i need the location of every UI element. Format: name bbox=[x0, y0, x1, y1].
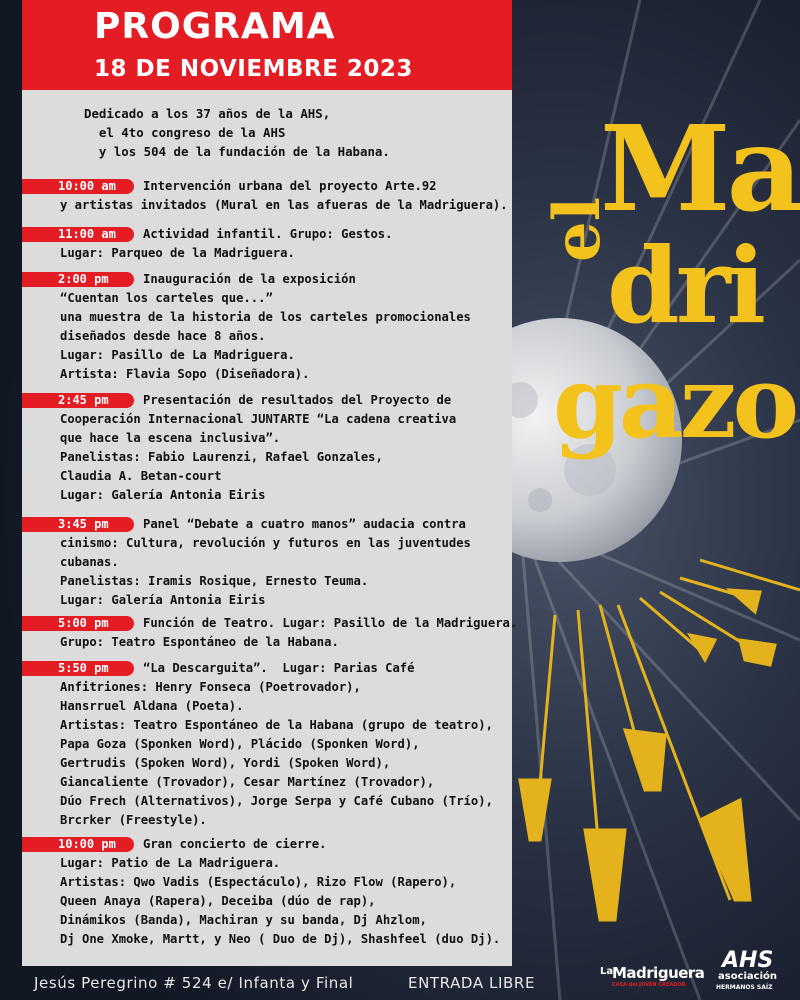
dedication-text bbox=[84, 104, 390, 161]
program-date: 18 DE NOVIEMBRE 2023 bbox=[94, 56, 413, 82]
time-badge: 3:45 pm bbox=[22, 517, 134, 532]
event-detail: Giancaliente (Trovador), Cesar Martínez (Trovador), bbox=[60, 775, 435, 789]
time-badge: 5:00 pm bbox=[22, 616, 134, 631]
event-detail: Gertrudis (Spoken Word), Yordi (Spoken Word), bbox=[60, 756, 391, 770]
address-text: Jesús Peregrino # 524 e/ Infanta y Final bbox=[34, 974, 354, 992]
event-detail: Panelistas: Iramis Rosique, Ernesto Teuma. bbox=[60, 574, 369, 588]
page-title: PROGRAMA bbox=[94, 6, 336, 47]
event-detail: una muestra de la historia de los carteles promocionales bbox=[60, 310, 471, 324]
event-detail: Lugar: Pasillo de La Madriguera. bbox=[60, 348, 295, 362]
dedication-line: Dedicado a los 37 años de la AHS, bbox=[84, 106, 331, 121]
event-detail: cinismo: Cultura, revolución y futuros en las juventudes bbox=[60, 536, 471, 550]
event-detail: Brcrker (Freestyle). bbox=[60, 813, 207, 827]
time-badge: 5:50 pm bbox=[22, 661, 134, 676]
event-detail: “Cuentan los carteles que...” bbox=[60, 291, 273, 305]
event-detail: Artista: Flavia Sopo (Diseñadora). bbox=[60, 367, 310, 381]
event-detail: y artistas invitados (Mural en las afueras de la Madriguera). bbox=[60, 198, 508, 212]
event-title: “La Descarguita”. Lugar: Parias Café bbox=[143, 661, 415, 675]
event-detail: Grupo: Teatro Espontáneo de la Habana. bbox=[60, 635, 339, 649]
event-detail: Dinámikos (Banda), Machiran y su banda, Dj Ahzlom, bbox=[60, 913, 427, 927]
event-detail: diseñados desde hace 8 años. bbox=[60, 329, 266, 343]
event-detail: Dj One Xmoke, Martt, y Neo ( Duo de Dj), Shashfeel (duo Dj). bbox=[60, 932, 501, 946]
dedication-line: el 4to congreso de la AHS bbox=[98, 125, 286, 140]
title-gazo: gazo bbox=[553, 343, 796, 461]
event-detail: que hace la escena inclusiva”. bbox=[60, 431, 281, 445]
time-badge: 11:00 am bbox=[22, 227, 134, 242]
event-detail: Claudia A. Betan-court bbox=[60, 469, 222, 483]
time-badge: 10:00 pm bbox=[22, 837, 134, 852]
program-header bbox=[22, 0, 512, 90]
event-detail: Dúo Frech (Alternativos), Jorge Serpa y Café Cubano (Trío), bbox=[60, 794, 493, 808]
title-el: el bbox=[540, 196, 615, 262]
event-detail: Hansrruel Aldana (Poeta). bbox=[60, 699, 244, 713]
event-detail: Queen Anaya (Rapera), Deceiba (dúo de rap), bbox=[60, 894, 376, 908]
event-detail: Artistas: Qwo Vadis (Espectáculo), Rizo Flow (Rapero), bbox=[60, 875, 457, 889]
event-detail: Lugar: Galería Antonia Eiris bbox=[60, 593, 266, 607]
footer: Jesús Peregrino # 524 e/ Infanta y Final ENTRADA LIBRE La Madriguera CASA del JOVEN CREADOR AHS asociación HERMANOS SAÍZ bbox=[34, 948, 778, 992]
title-ma: Ma bbox=[600, 99, 800, 238]
event-title: Inauguración de la exposición bbox=[143, 272, 356, 286]
entry-text: ENTRADA LIBRE bbox=[408, 974, 536, 992]
event-title: Gran concierto de cierre. bbox=[143, 837, 327, 851]
event-title: Función de Teatro. Lugar: Pasillo de la Madriguera. bbox=[143, 616, 518, 630]
event-detail: Lugar: Galería Antonia Eiris bbox=[60, 488, 266, 502]
event-detail: Artistas: Teatro Espontáneo de la Habana (grupo de teatro), bbox=[60, 718, 493, 732]
time-badge: 2:00 pm bbox=[22, 272, 134, 287]
event-title: Panel “Debate a cuatro manos” audacia contra bbox=[143, 517, 466, 531]
event-detail: Lugar: Patio de La Madriguera. bbox=[60, 856, 281, 870]
event-detail: Cooperación Internacional JUNTARTE “La cadena creativa bbox=[60, 412, 457, 426]
event-detail: cubanas. bbox=[60, 555, 119, 569]
time-badge: 10:00 am bbox=[22, 179, 134, 194]
time-badge: 2:45 pm bbox=[22, 393, 134, 408]
event-detail: Anfitriones: Henry Fonseca (Poetrovador), bbox=[60, 680, 361, 694]
title-dri: dri bbox=[607, 224, 763, 347]
dedication-line: y los 504 de la fundación de la Habana. bbox=[98, 144, 390, 159]
event-detail: Papa Goza (Sponken Word), Plácido (Sponken Word), bbox=[60, 737, 420, 751]
event-title: Presentación de resultados del Proyecto de bbox=[143, 393, 452, 407]
event-detail: Panelistas: Fabio Laurenzi, Rafael Gonzales, bbox=[60, 450, 383, 464]
event-title: Intervención urbana del proyecto Arte.92 bbox=[143, 179, 437, 193]
event-title: Actividad infantil. Grupo: Gestos. bbox=[143, 227, 393, 241]
event-detail: Lugar: Parqueo de la Madriguera. bbox=[60, 246, 295, 260]
